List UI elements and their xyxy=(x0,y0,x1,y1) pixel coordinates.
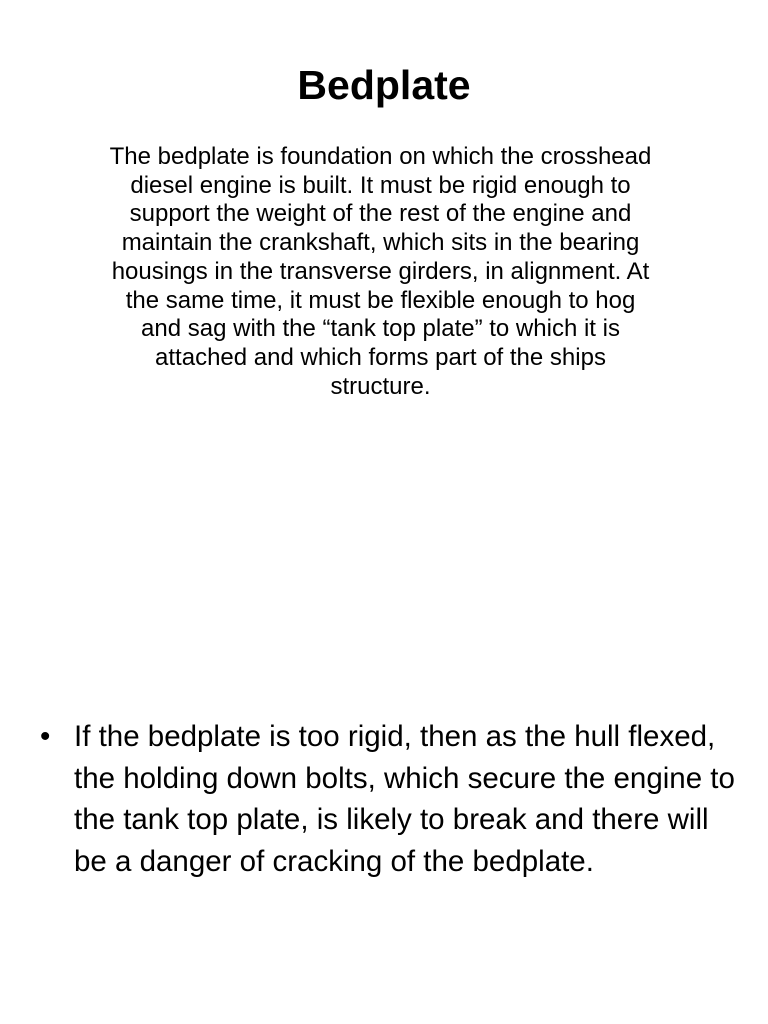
intro-paragraph: The bedplate is foundation on which the crosshead diesel engine is built. It must be rigid enough to support the weight of the rest of the engine and maintain the crankshaft, which sits in the bearing housings in the transverse girders, in alignment. At the same time, it must be flexible enough to hog and sag with the “tank top plate” to which it is attached and which forms part of the ships structure. xyxy=(109,143,652,400)
bullet-marker: • xyxy=(40,720,51,753)
bullet-list xyxy=(40,716,740,882)
page-title: Bedplate xyxy=(297,62,471,108)
bullet-text: If the bedplate is too rigid, then as the hull flexed, the holding down bolts, which secure the engine to the tank top plate, is likely to break and there will be a danger of cracking of the bedplate. xyxy=(74,720,735,878)
list-item xyxy=(40,716,740,882)
